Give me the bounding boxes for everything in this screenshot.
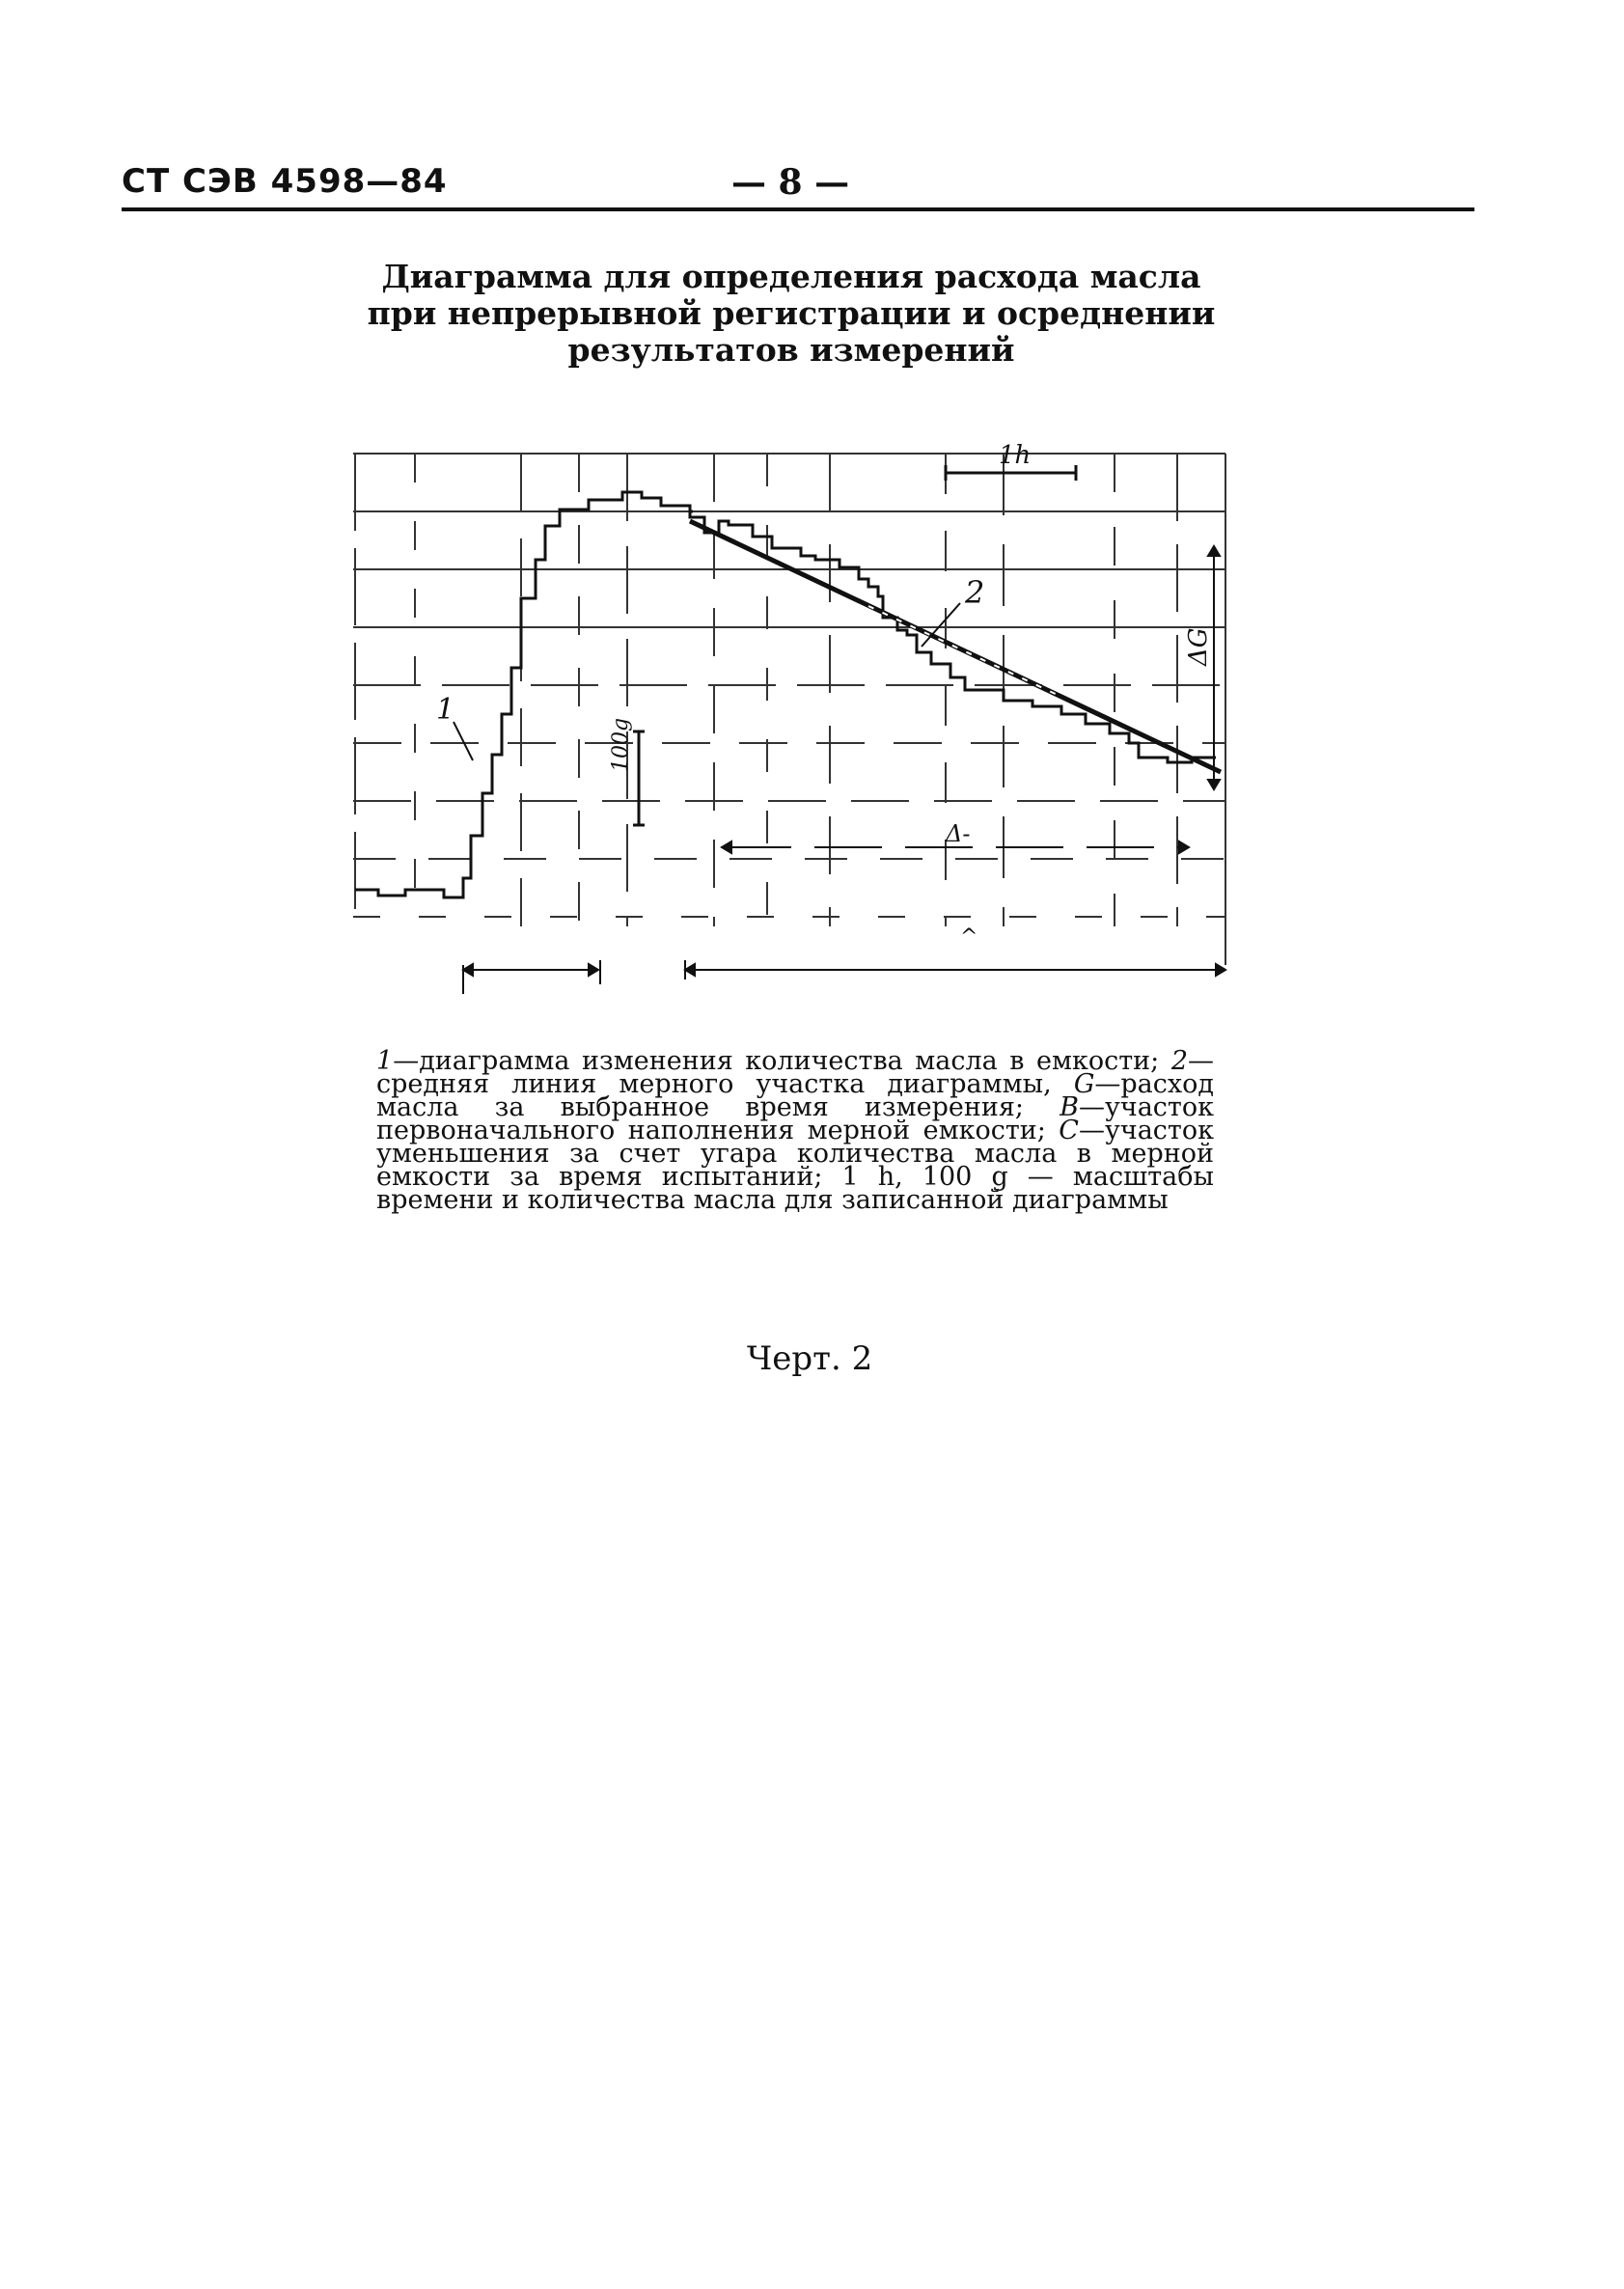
title-line-2: при непрерывной регистрации и осреднении: [367, 294, 1216, 332]
figure-title: [289, 259, 1293, 369]
oil-quantity-step-curve: [355, 492, 1216, 897]
curve-1-label: 1: [436, 693, 455, 727]
caption-text-3: —расход масла за выбранное время измерения;: [376, 1069, 1214, 1122]
caption-label-c: C: [1059, 1116, 1079, 1145]
delta-g-label: ΔG: [1184, 627, 1213, 666]
leader-1: [454, 722, 473, 760]
caption-label-2: 2: [1170, 1046, 1188, 1076]
caption-label-b: B: [1060, 1092, 1079, 1122]
caption-text-1: —диаграмма изменения количества масла в емкости;: [393, 1046, 1171, 1076]
svg-text:100g: 100g: [609, 717, 633, 772]
page-number: — 8 —: [731, 162, 850, 203]
oil-consumption-diagram: [328, 425, 1254, 1004]
quantity-scale-100g: [633, 731, 645, 825]
figure-caption: [376, 1046, 1214, 1215]
svg-text:^: ^: [960, 925, 978, 950]
scale-label: 1h: [999, 441, 1032, 470]
title-line-3: результатов измерений: [567, 331, 1015, 369]
caption-text-2: —средняя линия мерного участка диаграммы,: [376, 1046, 1214, 1099]
caption-label-g: G: [1073, 1069, 1095, 1099]
delta-g-dimension: [1208, 546, 1220, 789]
curve-2-label: 2: [965, 574, 985, 611]
caption-text-4: —участок первоначального наполнения мерной емкости;: [376, 1092, 1214, 1145]
figure-number: Черт. 2: [747, 1339, 873, 1378]
standard-code: СТ СЭВ 4598—84: [122, 162, 448, 201]
title-line-1: Диаграмма для определения расхода масла: [381, 258, 1201, 295]
caption-label-1: 1: [376, 1046, 394, 1076]
header-rule: [122, 207, 1474, 211]
grid: [353, 454, 1225, 965]
section-c-dimension: [685, 960, 1225, 979]
section-b-dimension: [463, 960, 600, 994]
delta-t-label: Δ-: [946, 820, 971, 847]
caption-text-5: —участок уменьшения за счет угара количества масла в мерной емкости за время испытаний; 1 h, 100 g — масштабы времени и количества масла для записанной диаграммы: [376, 1116, 1214, 1215]
